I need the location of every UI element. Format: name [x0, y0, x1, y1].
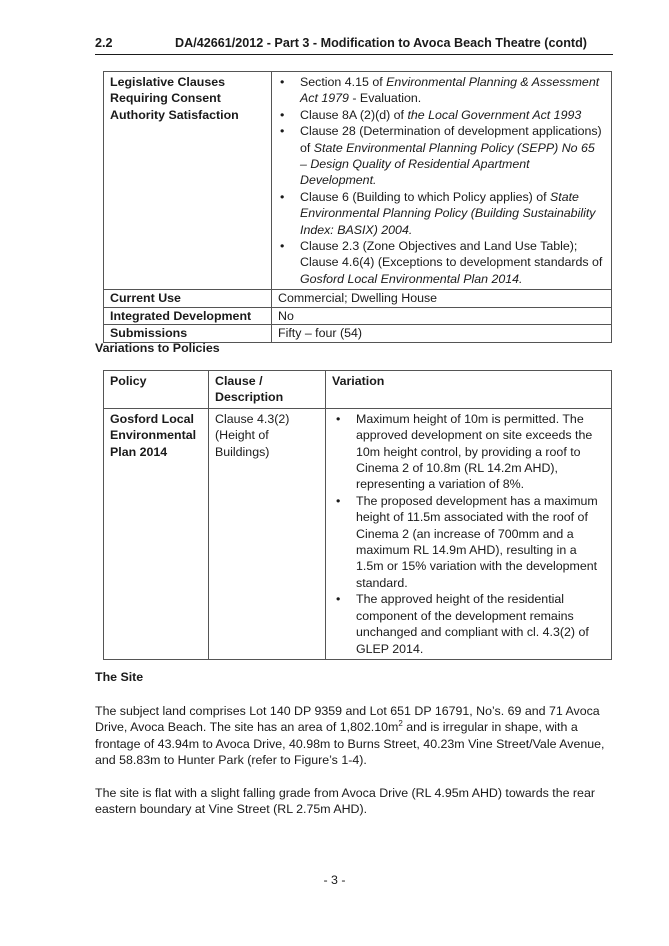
list-item: • The approved height of the residential component of the development remains unchanged and compliant with cl. 4.3(2) of GLEP 2014.	[356, 591, 605, 657]
variation-list	[332, 411, 605, 657]
page-number: - 3 -	[323, 873, 346, 887]
list-item: • Clause 8A (2)(d) of the Local Government Act 1993	[300, 107, 605, 123]
summary-table	[103, 71, 612, 343]
submissions-label: Submissions	[104, 325, 272, 342]
site-heading: The Site	[95, 670, 144, 684]
site-paragraph-1: The subject land comprises Lot 140 DP 9359 and Lot 651 DP 16791, No’s. 69 and 71 Avoca Drive, Avoca Beach. The site has an area of $1,802.10m^2$ and is irregular in shape, with a frontage of 43.94m to Avoca Drive, 40.98m to Burns Street, 40.23m Vine Street/Vale Avenue, and 58.83m to Hunter Park (refer to Figure’s 1-4).	[95, 704, 605, 768]
current-use-value: Commercial; Dwelling House	[272, 290, 612, 307]
table-row	[104, 325, 612, 342]
list-item: • The proposed development has a maximum height of 11.5m associated with the roof of Cinema 2 (an increase of 700mm and a maximum RL 14.9m AHD), resulting in a 1.5m or 15% variation with the development standard.	[356, 493, 605, 591]
table-row	[104, 307, 612, 324]
table-row	[104, 408, 612, 659]
page-header	[95, 36, 613, 55]
table-row	[104, 72, 612, 290]
integrated-development-label: Integrated Development	[104, 307, 272, 324]
table-row	[104, 290, 612, 307]
col-policy-header: Policy	[104, 371, 209, 409]
variations-table	[103, 370, 612, 660]
section-number: 2.2	[95, 36, 113, 50]
clause-cell: Clause 4.3(2) (Height of Buildings)	[209, 408, 326, 659]
policy-cell: Gosford Local Environmental Plan 2014	[104, 408, 209, 659]
variation-cell	[326, 408, 612, 659]
list-item: • Maximum height of 10m is permitted. The approved development on site exceeds the 10m height control, by providing a roof to Cinema 2 of 10.8m (RL 14.2m AHD), representing a variation of 8%.	[356, 411, 605, 493]
legislative-clauses-cell	[272, 72, 612, 290]
col-clause-header: Clause / Description	[209, 371, 326, 409]
current-use-label: Current Use	[104, 290, 272, 307]
col-variation-header: Variation	[326, 371, 612, 409]
submissions-value: Fifty – four (54)	[272, 325, 612, 342]
legislative-list	[278, 74, 605, 287]
legislative-label: Legislative Clauses Requiring Consent Authority Satisfaction	[104, 72, 272, 290]
list-item: • Clause 6 (Building to which Policy applies) of State Environmental Planning Policy (Building Sustainability Index: BASIX) 2004.	[300, 189, 605, 238]
table-header-row	[104, 371, 612, 409]
variations-heading: Variations to Policies	[95, 341, 220, 355]
list-item: • Clause 28 (Determination of development applications) of State Environmental Planning Policy (SEPP) No 65 – Design Quality of Residential Apartment Development.	[300, 123, 605, 189]
site-paragraph-2: The site is flat with a slight falling grade from Avoca Drive (RL 4.95m AHD) towards the rear eastern boundary at Vine Street (RL 2.75m AHD).	[95, 786, 595, 817]
list-item: • Section 4.15 of Environmental Planning & Assessment Act 1979 - Evaluation.	[300, 74, 605, 107]
integrated-development-value: No	[272, 307, 612, 324]
list-item: • Clause 2.3 (Zone Objectives and Land Use Table); Clause 4.6(4) (Exceptions to development standards of Gosford Local Environmental Plan 2014.	[300, 238, 605, 287]
header-title: DA/42661/2012 - Part 3 - Modification to Avoca Beach Theatre (contd)	[175, 36, 587, 50]
